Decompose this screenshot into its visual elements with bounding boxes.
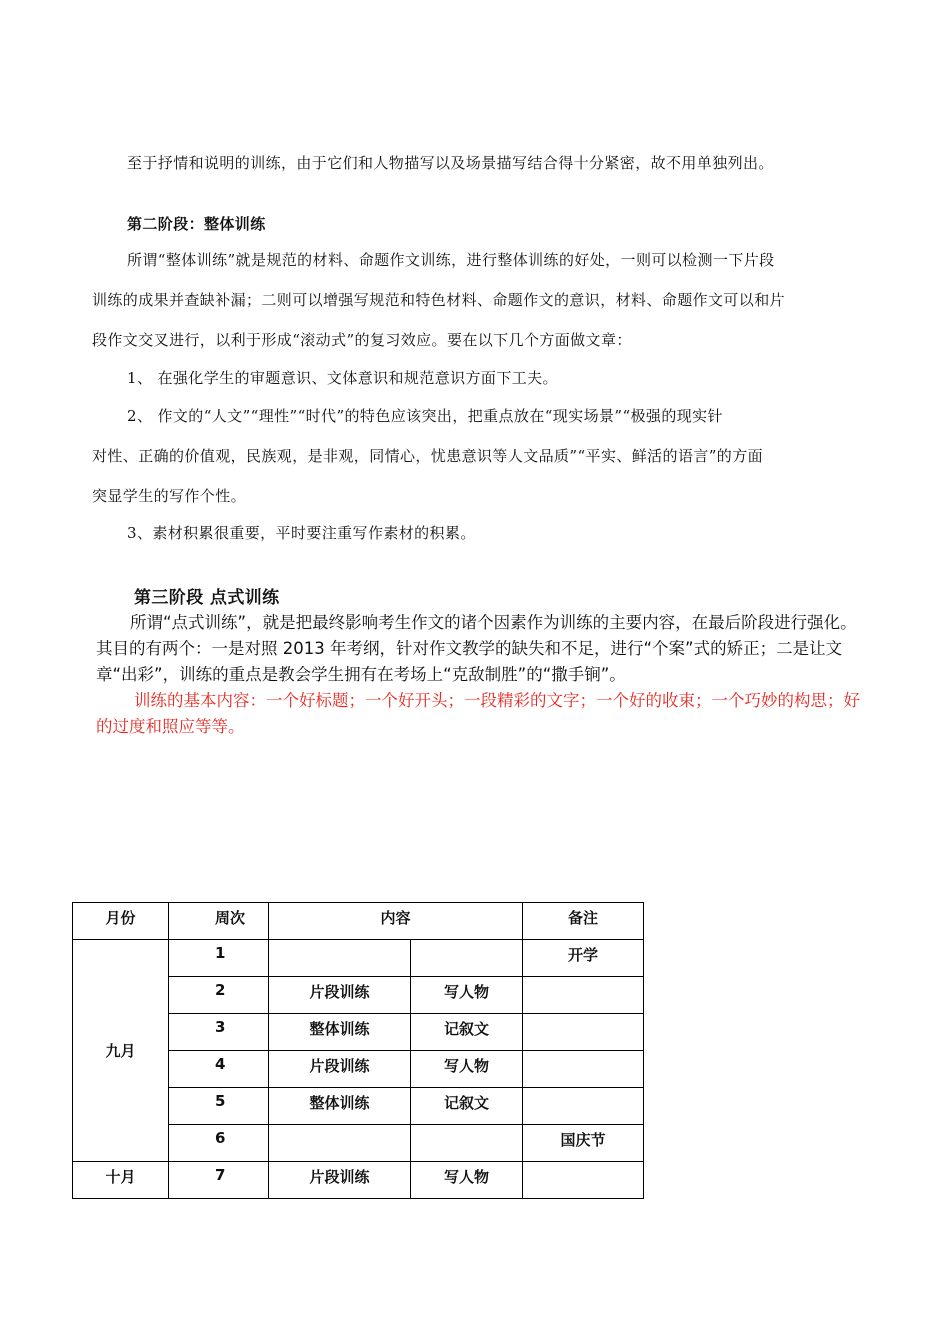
- header-week: 周次: [169, 903, 269, 940]
- header-content: 内容: [269, 903, 523, 940]
- week-cell: 7: [169, 1162, 269, 1199]
- note-cell: [523, 1051, 644, 1088]
- type-cell: [269, 940, 411, 977]
- header-note: 备注: [523, 903, 644, 940]
- stage2-item-3: 3、素材积累很重要，平时要注重写作素材的积累。: [127, 524, 476, 542]
- week-cell: 2: [169, 977, 269, 1014]
- week-cell: 1: [169, 940, 269, 977]
- type-cell: [269, 1125, 411, 1162]
- week-cell: 3: [169, 1014, 269, 1051]
- stage3-red-line-1: 训练的基本内容：一个好标题；一个好开头；一段精彩的文字；一个好的收束；一个巧妙的构思；好: [134, 691, 860, 710]
- stage2-line-2: 训练的成果并查缺补漏；二则可以增强写规范和特色材料、命题作文的意识，材料、命题作文可以和片: [92, 291, 786, 309]
- stage2-item-2-line-1: 2、 作文的“人文”“理性”“时代”的特色应该突出，把重点放在“现实场景”“极强的现实针: [127, 407, 723, 425]
- type-cell: 整体训练: [269, 1014, 411, 1051]
- genre-cell: 写人物: [411, 1051, 523, 1088]
- genre-cell: 写人物: [411, 1162, 523, 1199]
- genre-cell: [411, 1125, 523, 1162]
- month-cell: 十月: [73, 1162, 169, 1199]
- type-cell: 片段训练: [269, 1051, 411, 1088]
- stage2-line-3: 段作文交叉进行，以利于形成“滚动式”的复习效应。要在以下几个方面做文章：: [92, 331, 632, 349]
- week-cell: 6: [169, 1125, 269, 1162]
- stage3-red-line-2: 的过度和照应等等。: [96, 717, 245, 736]
- type-cell: 片段训练: [269, 1162, 411, 1199]
- genre-cell: 记叙文: [411, 1088, 523, 1125]
- stage2-title: 第二阶段：整体训练: [127, 215, 266, 233]
- type-cell: 片段训练: [269, 977, 411, 1014]
- table-row: [73, 940, 644, 977]
- stage2-item-2-line-2: 对性、正确的价值观，民族观，是非观，同情心，忧患意识等人文品质”“平实、鲜活的语言”的方面: [92, 447, 764, 465]
- note-cell: [523, 1162, 644, 1199]
- note-cell: [523, 1088, 644, 1125]
- genre-cell: 记叙文: [411, 1014, 523, 1051]
- table-row: [73, 1162, 644, 1199]
- genre-cell: [411, 940, 523, 977]
- stage3-line-2: 其目的有两个：一是对照 2013 年考纲，针对作文教学的缺失和不足，进行“个案”式的矫正；二是让文: [96, 639, 843, 658]
- header-month: 月份: [73, 903, 169, 940]
- stage3-line-3: 章“出彩”，训练的重点是教会学生拥有在考场上“克敌制胜”的“撒手锏”。: [96, 665, 626, 684]
- note-cell: [523, 977, 644, 1014]
- stage3-line-1: 所谓“点式训练”，就是把最终影响考生作文的诸个因素作为训练的主要内容，在最后阶段进行强化。: [130, 613, 857, 632]
- note-cell: 国庆节: [523, 1125, 644, 1162]
- note-cell: 开学: [523, 940, 644, 977]
- month-cell: 九月: [73, 940, 169, 1162]
- intro-paragraph: 至于抒情和说明的训练，由于它们和人物描写以及场景描写结合得十分紧密，故不用单独列出。: [127, 154, 774, 172]
- stage2-line-1: 所谓“整体训练”就是规范的材料、命题作文训练，进行整体训练的好处，一则可以检测一下片段: [127, 251, 775, 269]
- week-cell: 4: [169, 1051, 269, 1088]
- stage2-item-1: 1、 在强化学生的审题意识、文体意识和规范意识方面下工夫。: [127, 369, 558, 387]
- table-header-row: [73, 903, 644, 940]
- note-cell: [523, 1014, 644, 1051]
- genre-cell: 写人物: [411, 977, 523, 1014]
- week-cell: 5: [169, 1088, 269, 1125]
- type-cell: 整体训练: [269, 1088, 411, 1125]
- schedule-table: [72, 902, 644, 1199]
- stage3-title: 第三阶段 点式训练: [134, 588, 280, 608]
- stage2-item-2-line-3: 突显学生的写作个性。: [92, 487, 247, 505]
